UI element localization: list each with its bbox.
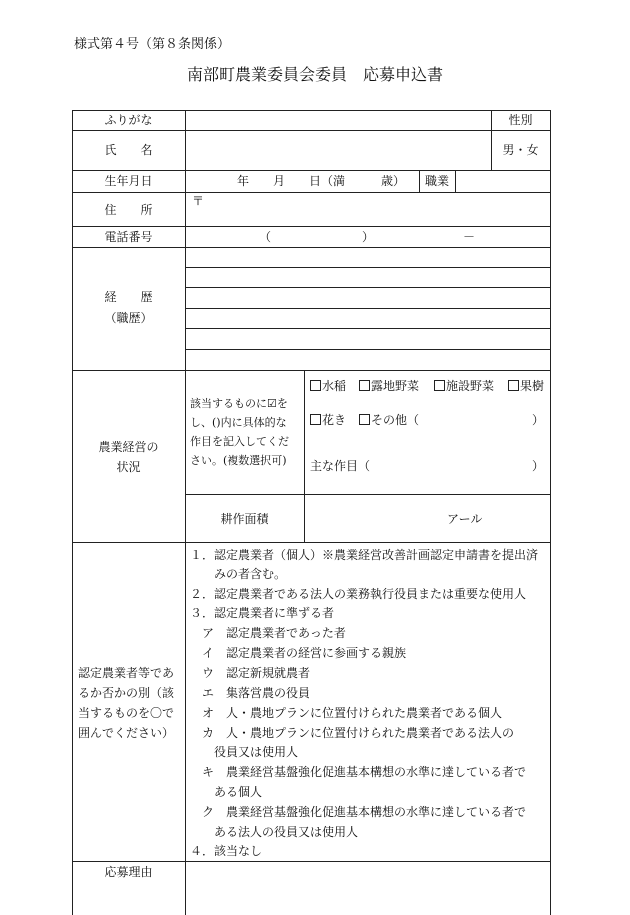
crop-checkbox-greenhouse-vegetables[interactable]: 施設野菜: [434, 379, 494, 393]
checkbox-icon[interactable]: [434, 380, 445, 391]
certified-label-line: 認定農業者等であ: [78, 666, 175, 680]
phone-paren-open: （: [259, 230, 272, 244]
instruction-line: し、()内に具体的な: [190, 416, 287, 429]
cultivated-area-field[interactable]: [305, 495, 445, 541]
furigana-label: ふりがな: [104, 113, 153, 127]
certified-option: みの者含む。: [190, 567, 287, 581]
furigana-field[interactable]: [186, 111, 490, 130]
name-label: 氏 名: [104, 143, 153, 157]
certified-option[interactable]: カ 人・農地プランに位置付けられた農業者である法人の: [190, 726, 515, 740]
certified-label-line: るか否かの別（該: [78, 686, 175, 700]
crop-checkbox-open-field-vegetables[interactable]: 露地野菜: [359, 379, 419, 393]
postal-mark: 〒: [192, 194, 205, 208]
certified-label-line: 当するものを〇で: [78, 706, 175, 720]
certified-option: 役員又は使用人: [190, 745, 299, 759]
reason-field[interactable]: [186, 862, 549, 915]
certified-option[interactable]: ２．認定農業者である法人の業務執行役員または重要な使用人: [190, 587, 527, 601]
certified-option: ある法人の役員又は使用人: [190, 825, 359, 839]
certified-option[interactable]: ク 農業経営基盤強化促進基本構想の水準に達している者で: [190, 805, 527, 819]
certified-option[interactable]: ア 認定農業者であった者: [190, 626, 346, 640]
phone-dash: －: [463, 230, 476, 244]
gender-label: 性別: [508, 113, 533, 127]
crop-checkbox-flowers[interactable]: 花き: [310, 413, 346, 427]
area-unit: アール: [447, 512, 483, 526]
certified-option[interactable]: ウ 認定新規就農者: [190, 666, 311, 680]
instruction-line: 作目を記入してくだ: [190, 435, 289, 448]
career-label: 経 歴: [104, 290, 153, 304]
career-sublabel: （職歴）: [104, 311, 153, 325]
crop-checkbox-other[interactable]: その他（: [359, 413, 419, 427]
main-crop-label: 主な作目（: [310, 459, 371, 473]
instruction-line: 該当するものに☑を: [190, 397, 288, 410]
certified-option[interactable]: １．認定農業者（個人）※農業経営改善計画認定申請書を提出済: [190, 548, 539, 562]
cultivated-area-label: 耕作面積: [220, 512, 269, 526]
crop-checkbox-rice[interactable]: 水稲: [310, 379, 346, 393]
other-paren-close: ）: [532, 413, 545, 427]
birthdate-label: 生年月日: [104, 174, 153, 188]
checkbox-icon[interactable]: [310, 414, 321, 425]
occupation-label: 職業: [424, 174, 449, 188]
crop-checkbox-fruit-trees[interactable]: 果樹: [508, 379, 544, 393]
address-label: 住 所: [104, 203, 153, 217]
certified-option: ある個人: [190, 785, 263, 799]
birthdate-field[interactable]: 年 月 日（満 歳）: [237, 174, 406, 188]
checkbox-icon[interactable]: [310, 380, 321, 391]
gender-options[interactable]: 男・女: [502, 143, 539, 157]
address-field[interactable]: [186, 193, 549, 226]
certified-option[interactable]: オ 人・農地プランに位置付けられた農業者である個人: [190, 706, 503, 720]
checkbox-icon[interactable]: [359, 414, 370, 425]
instruction-line: さい。(複数選択可): [190, 454, 287, 467]
reason-label: 応募理由: [104, 865, 153, 879]
farming-label: 農業経営の: [98, 440, 159, 454]
phone-label: 電話番号: [104, 230, 153, 244]
certified-option[interactable]: キ 農業経営基盤強化促進基本構想の水準に達している者で: [190, 765, 527, 779]
name-field[interactable]: [186, 131, 490, 170]
occupation-field[interactable]: [456, 171, 549, 192]
form-title: 南部町農業委員会委員 応募申込書: [186, 65, 443, 84]
certified-option[interactable]: エ 集落営農の役員: [190, 686, 311, 700]
main-crop-paren-close: ）: [532, 459, 545, 473]
certified-option[interactable]: ３．認定農業者に準ずる者: [190, 606, 335, 620]
certified-label-line: 囲んでください）: [78, 726, 175, 740]
form-number: 様式第４号（第８条関係）: [74, 37, 231, 52]
certified-option[interactable]: イ 認定農業者の経営に参画する親族: [190, 646, 407, 660]
farming-sublabel: 状況: [116, 460, 141, 474]
main-crop-field[interactable]: [385, 456, 525, 476]
phone-paren-close: ）: [362, 230, 375, 244]
checkbox-icon[interactable]: [359, 380, 370, 391]
checkbox-icon[interactable]: [508, 380, 519, 391]
certified-option[interactable]: ４．該当なし: [190, 844, 263, 858]
